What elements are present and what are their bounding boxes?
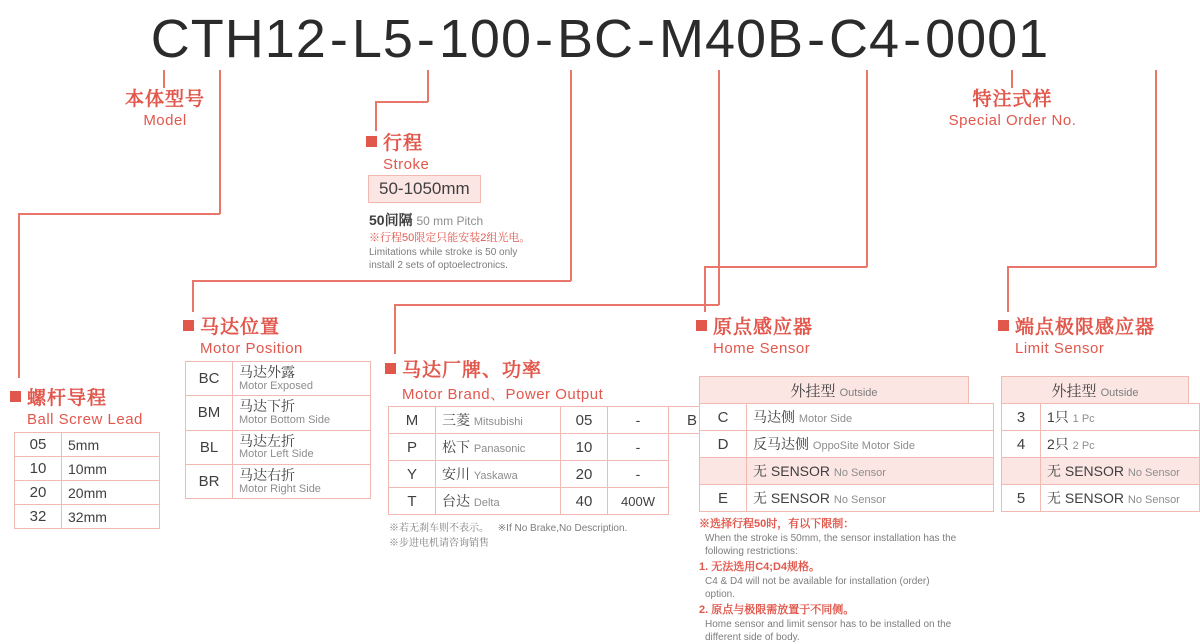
table-row: [700, 485, 994, 512]
block-special-order: [930, 84, 1095, 129]
leader-line-home-3: [704, 266, 706, 312]
leader-line-limit-1: [1155, 70, 1157, 267]
brake-code: B: [669, 407, 716, 434]
part-segment-stroke: 100: [438, 9, 532, 69]
leader-line-stroke-3: [375, 101, 377, 131]
leader-line-brand-3: [394, 304, 396, 354]
table-row: [186, 396, 371, 430]
home-note-2-en: Home sensor and limit sensor has to be installed on the different side of body.: [705, 618, 952, 643]
home-code-3: E: [700, 485, 747, 512]
motorpos-desc-0: [233, 362, 371, 396]
motorpos-desc-3: [233, 464, 371, 498]
home-sensor-header-cn: 外挂型: [790, 383, 836, 400]
lead-code-3: 32: [15, 505, 62, 529]
home-desc-cn-3: 无 SENSOR: [753, 490, 831, 506]
leader-line-stroke-2: [375, 101, 428, 103]
motorpos-desc-cn-3: 马达右折: [239, 466, 295, 483]
power-value-text-1: -: [635, 439, 641, 455]
block-brand-title-cn: 马达厂牌、功率: [402, 360, 543, 381]
limit-sensor-header: [1001, 376, 1189, 405]
stroke-note-cn: ※行程50限定只能安装2组光电。: [369, 232, 531, 244]
brand-code-3: T: [389, 488, 436, 515]
stroke-pitch-cn: 50间隔: [369, 212, 413, 228]
limit-code-2: [1002, 458, 1041, 485]
limit-desc-0: [1040, 404, 1199, 431]
power-value-2: [608, 461, 669, 488]
part-separator: -: [903, 9, 923, 69]
leader-line-home-1: [866, 70, 868, 267]
brand-name-cn-0: 三菱: [442, 412, 470, 428]
stroke-range-value: 50-1050mm: [368, 175, 481, 203]
limit-desc-cn-0: 1只: [1046, 409, 1069, 425]
motorpos-desc-cn-1: 马达下折: [239, 398, 295, 415]
motorpos-desc-cn-2: 马达左折: [239, 432, 295, 449]
limit-sensor-header-cn: 外挂型: [1051, 383, 1097, 400]
block-home-title-cn: 原点感应器: [713, 317, 814, 338]
power-code-2: 20: [561, 461, 608, 488]
brand-name-3: [436, 488, 561, 515]
block-model-title-cn: 本体型号: [124, 89, 205, 110]
leader-line-stroke-1: [427, 70, 429, 102]
brand-name-0: [436, 407, 561, 434]
motorpos-desc-cn-0: 马达外露: [239, 364, 295, 380]
home-desc-en-3: No Sensor: [833, 494, 886, 506]
limit-desc-en-2: No Sensor: [1127, 467, 1180, 479]
table-row: [186, 362, 371, 396]
lead-value-0: 5mm: [62, 433, 160, 457]
part-separator: -: [807, 9, 827, 69]
block-model: [80, 84, 250, 129]
table-row: [186, 430, 371, 464]
motorpos-code-1: BM: [186, 396, 233, 430]
table-row: [389, 461, 716, 488]
home-sensor-table: [699, 403, 994, 512]
table-row: [15, 481, 160, 505]
brand-name-2: [436, 461, 561, 488]
power-value-text-3: 400W: [621, 493, 655, 509]
table-row: [700, 404, 994, 431]
limit-desc-2: [1040, 458, 1199, 485]
brand-name-1: [436, 434, 561, 461]
block-stroke-title-en: Stroke: [383, 156, 430, 173]
motor-position-table: [185, 361, 371, 499]
power-value-0: [608, 407, 669, 434]
table-row: [1002, 458, 1200, 485]
limit-code-1: 4: [1002, 431, 1041, 458]
part-segment-model: CTH12: [150, 9, 327, 69]
home-desc-1: [747, 431, 994, 458]
power-code-0: 05: [561, 407, 608, 434]
limit-desc-en-1: 2 Pc: [1072, 440, 1095, 452]
part-separator: -: [329, 9, 349, 69]
power-value-text-0: -: [635, 412, 641, 428]
table-row: [700, 458, 994, 485]
stroke-range-chip: [368, 175, 481, 203]
lead-value-1: 10mm: [62, 457, 160, 481]
leader-line-limit-2: [1007, 266, 1156, 268]
brand-name-cn-2: 安川: [442, 466, 470, 482]
part-separator: -: [416, 9, 436, 69]
stroke-note-en: Limitations while stroke is 50 only install 2 sets of optoelectronics.: [369, 247, 518, 271]
limit-sensor-table: [1001, 403, 1200, 512]
leader-line-motorpos-3: [192, 280, 194, 312]
leader-line-motorpos-2: [192, 280, 571, 282]
motorpos-desc-2: [233, 430, 371, 464]
leader-line-home-2: [704, 266, 867, 268]
block-lead-title-cn: 螺杆导程: [27, 388, 108, 409]
home-desc-en-1: OppoSite Motor Side: [812, 440, 916, 452]
leader-line-lead-3: [18, 213, 20, 378]
leader-line-limit-3: [1007, 266, 1009, 312]
home-note-1-cn: 1. 无法选用C4;D4规格。: [699, 560, 821, 573]
table-row: [15, 505, 160, 529]
limit-desc-en-0: 1 Pc: [1072, 413, 1095, 425]
power-value-text-2: -: [635, 466, 641, 482]
block-home-sensor: [696, 312, 813, 357]
part-segment-motor-brand: M40B: [658, 9, 805, 69]
home-note-0-en: When the stroke is 50mm, the sensor installation has the following restrictions:: [705, 532, 957, 557]
bullet-square-icon: [366, 136, 377, 147]
brand-name-cn-1: 松下: [442, 439, 470, 455]
ball-screw-lead-table: [14, 432, 160, 529]
home-desc-cn-2: 无 SENSOR: [753, 463, 831, 479]
part-segment-motor-position: BC: [556, 9, 634, 69]
motor-brand-note-2: ※步进电机请咨询销售: [389, 538, 489, 549]
brand-name-en-3: Delta: [473, 497, 500, 509]
table-row: [1002, 431, 1200, 458]
limit-desc-3: [1040, 485, 1199, 512]
table-row: [389, 488, 716, 515]
limit-desc-1: [1040, 431, 1199, 458]
limit-desc-en-3: No Sensor: [1127, 494, 1180, 506]
block-limit-title-en: Limit Sensor: [1015, 340, 1105, 357]
motor-brand-note1-en: ※If No Brake,No Description.: [497, 523, 628, 534]
part-number: [0, 8, 1200, 70]
stroke-pitch-en: 50 mm Pitch: [416, 214, 484, 228]
brand-name-en-1: Panasonic: [473, 443, 526, 455]
leader-line-motorpos-1: [570, 70, 572, 281]
motorpos-code-3: BR: [186, 464, 233, 498]
brand-name-en-0: Mitsubishi: [473, 416, 523, 428]
bullet-square-icon: [998, 320, 1009, 331]
table-row: [389, 407, 716, 434]
power-code-3: 40: [561, 488, 608, 515]
home-desc-0: [747, 404, 994, 431]
power-value-3: [608, 488, 669, 515]
home-desc-cn-1: 反马达侧: [753, 436, 809, 452]
block-home-title-en: Home Sensor: [713, 340, 811, 357]
lead-value-3: 32mm: [62, 505, 160, 529]
block-motorpos-title-en: Motor Position: [200, 340, 303, 357]
power-code-1: 10: [561, 434, 608, 461]
lead-code-0: 05: [15, 433, 62, 457]
part-separator: -: [637, 9, 656, 69]
block-motorpos-title-cn: 马达位置: [200, 317, 281, 338]
brand-code-1: P: [389, 434, 436, 461]
limit-code-0: 3: [1002, 404, 1041, 431]
bullet-square-icon: [183, 320, 194, 331]
block-stroke-title-cn: 行程: [383, 133, 424, 154]
block-lead-title-en: Ball Screw Lead: [27, 411, 143, 428]
limit-code-3: 5: [1002, 485, 1041, 512]
bullet-square-icon: [385, 363, 396, 374]
motor-brand-table: [388, 406, 716, 515]
part-segment-lead: L5: [351, 9, 414, 69]
home-desc-2: [747, 458, 994, 485]
home-desc-cn-0: 马达侧: [753, 409, 795, 425]
part-separator: -: [535, 9, 554, 69]
power-value-1: [608, 434, 669, 461]
home-sensor-notes: [699, 517, 959, 644]
motorpos-code-0: BC: [186, 362, 233, 396]
bullet-square-icon: [10, 391, 21, 402]
lead-code-2: 20: [15, 481, 62, 505]
leader-line-brand-1: [718, 70, 720, 305]
table-row: [186, 464, 371, 498]
home-note-1-en: C4 & D4 will not be available for installation (order) option.: [705, 575, 930, 600]
lead-value-2: 20mm: [62, 481, 160, 505]
home-code-1: D: [700, 431, 747, 458]
motorpos-desc-en-3: Motor Right Side: [239, 482, 321, 495]
motorpos-code-2: BL: [186, 430, 233, 464]
brand-code-2: Y: [389, 461, 436, 488]
limit-desc-cn-3: 无 SENSOR: [1046, 490, 1124, 506]
block-limit-title-cn: 端点极限感应器: [1015, 317, 1156, 338]
motor-brand-note1-cn: ※若无刹车则不表示。: [389, 523, 489, 534]
bullet-square-icon: [696, 320, 707, 331]
motorpos-desc-en-0: Motor Exposed: [239, 379, 313, 392]
part-segment-special-order: 0001: [925, 9, 1050, 69]
brand-code-0: M: [389, 407, 436, 434]
table-row: [700, 431, 994, 458]
block-brand-title-en: Motor Brand、Power Output: [402, 386, 604, 403]
block-limit-sensor: [998, 312, 1155, 357]
table-row: [1002, 404, 1200, 431]
block-model-title-en: Model: [143, 112, 187, 129]
part-segment-home-sensor: C4: [829, 9, 901, 69]
block-motor-position: [183, 312, 303, 357]
table-row: [389, 434, 716, 461]
home-note-2-cn: 2. 原点与极限需放置于不同侧。: [699, 603, 855, 616]
block-motor-brand: [385, 355, 603, 404]
table-row: [1002, 485, 1200, 512]
home-note-0-cn: ※选择行程50时，有以下限制：: [699, 518, 855, 530]
table-row: [15, 433, 160, 457]
stroke-pitch: [369, 210, 483, 230]
brand-name-cn-3: 台达: [442, 493, 470, 509]
table-row: [15, 457, 160, 481]
block-special-order-title-cn: 特注式样: [972, 89, 1053, 110]
motorpos-desc-1: [233, 396, 371, 430]
home-sensor-header: [699, 376, 969, 405]
home-code-2: [700, 458, 747, 485]
motorpos-desc-en-1: Motor Bottom Side: [239, 414, 331, 427]
leader-line-brand-2: [394, 304, 719, 306]
block-stroke: [366, 128, 429, 173]
block-ball-screw-lead: [10, 383, 143, 428]
home-sensor-header-en: Outside: [839, 387, 878, 399]
leader-line-lead-2: [18, 213, 220, 215]
motor-brand-note-1: [389, 522, 627, 535]
limit-sensor-header-en: Outside: [1100, 387, 1139, 399]
limit-desc-cn-2: 无 SENSOR: [1046, 463, 1124, 479]
home-desc-3: [747, 485, 994, 512]
lead-code-1: 10: [15, 457, 62, 481]
block-special-order-title-en: Special Order No.: [948, 112, 1077, 129]
limit-desc-cn-1: 2只: [1046, 436, 1069, 452]
motorpos-desc-en-2: Motor Left Side: [239, 448, 314, 461]
home-code-0: C: [700, 404, 747, 431]
home-desc-en-0: Motor Side: [798, 413, 853, 425]
brand-name-en-2: Yaskawa: [473, 470, 518, 482]
home-desc-en-2: No Sensor: [833, 467, 886, 479]
